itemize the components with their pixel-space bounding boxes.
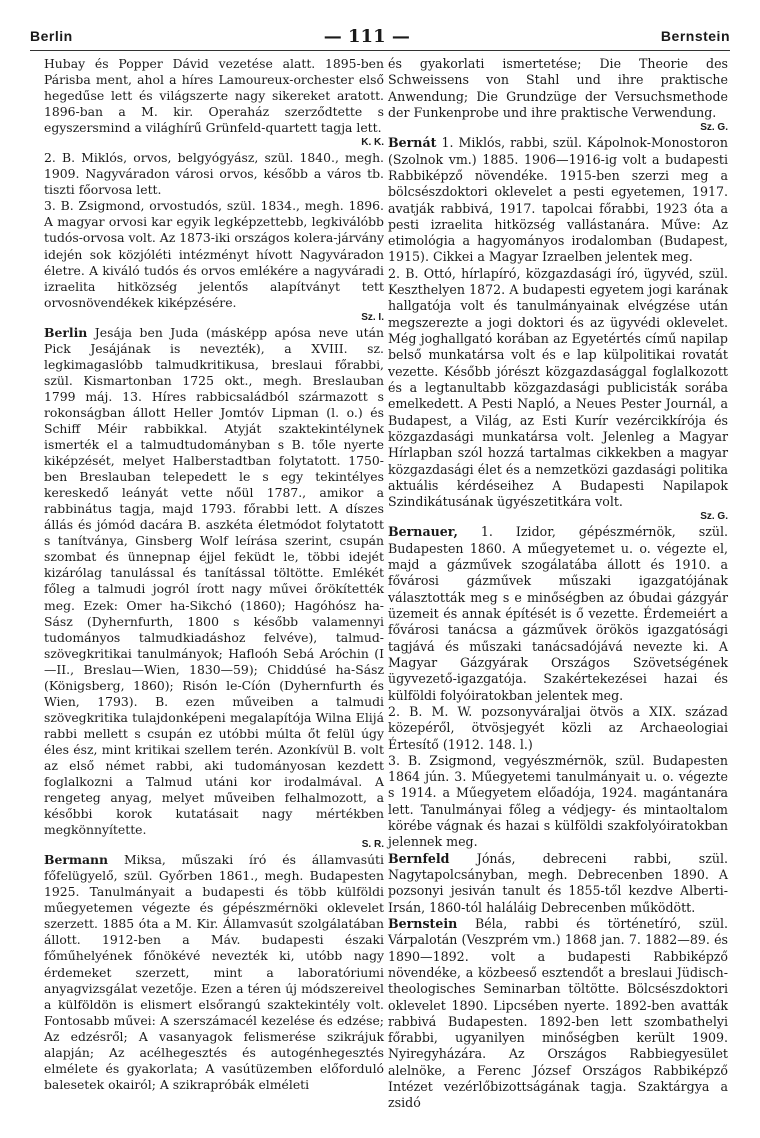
entry-bernauer [388, 524, 728, 703]
entry-bernauer-zsigmond: 3. B. Zsigmond, vegyészmérnök, szül. Budapesten 1864 jún. 3. Műegyetemi tanulmányait u. o. végezte s 1914. a Műegyetem előadója, 1924. magántanára lett. Tanulmányai főleg a védjegy- és mintaoltalom körébe vágnak és hazai s külföldi szakfolyóiratokban jelennek meg. [388, 752, 728, 850]
entry-bermann-continuation: és gyakorlati ismertetése; Die Theorie des Schweissens von Stahl und ihre praktische Anwendung; Die Grundzüge der Versuchsmethode der Funkenprobe und ihre praktische Verwendung. [388, 56, 728, 120]
left-column [44, 56, 384, 1093]
header-right-headword: Bernstein [660, 28, 730, 44]
header-left-headword: Berlin [30, 28, 73, 44]
entry-body: 1. Miklós, rabbi, szül. Kápolnok-Monostoron (Szolnok vm.) 1885. 1906—1916-ig volt a budapesti Rabbiképző növendéke. 1915-ben szerzi meg a bölcsészdoktori oklevelet a pesti egyetemen, 1917. avatják rabbivá, 1917. tapolcai főrabbi, 1923 óta a pesti izraelita hitközség vallástanára. Műve: Az etimológia a hagyományos irodalomban (Budapest, 1915). Cikkei a Magyar Izraelben jelentek meg. [388, 135, 728, 265]
entry-signature: Sz. G. [700, 122, 728, 134]
entry-bernat [388, 135, 728, 266]
entry-headword: Bernát [388, 135, 437, 151]
entry-berger-miklos: 2. B. Miklós, orvos, belgyógyász, szül. 1840., megh. 1909. Nagyváradon városi orvos, később a város tb. tiszti főorvosa lett. [44, 150, 384, 198]
entry-body: Jesája ben Juda (másképp apósa neve után Pick Jesájának is nevezték), a XVIII. sz. legkimagaslóbb talmudkritikusa, breslaui főrabbi, szül. Kismartonban 1725 okt., megh. Breslauban 1799 máj. 13. Híres rabbicsaládból származott s rokonságban állott Heller Jomtóv Lipman (l. o.) és Schiff Méir rabbikkal. Atyját szaktekintélynek ismerték el a talmudtudományban s B. tőle nyerte kiképzését, melyet Halberstadtban folytatott. 1750-ben Breslauban telepedett le s egy tekintélyes kereskedő leányát vette nőül 1787., amikor a rabbinátus tagja, majd 1793. főrabbi lett. A díszes állás és jómód dacára B. aszkéta életmódot folytatott s tanítványa, Ginsberg Wolf leírása szerint, csupán szombat és ünnepnap éjjel feküdt le, többi idejét kizárólag tanulással és tanítással töltötte. Emlékét főleg a talmudi jogról írott nagy művei őrökítették meg. Ezek: Omer ha-Sikchó (1860); Hagóhósz ha-Sász (Dyhernfurth, 1800 s később valamennyi tudományos talmudkiadáshoz felvéve), talmud-szövegkritikai tanulmányok; Hafloóh Sebá Aróchin (I—II., Breslau—Wien, 1830—59); Chiddúsé ha-Sász (Königsberg, 1860); Risón le-Cíón (Dyhernfurth és Wien, 1793). B. ezen műveiben a talmudi szövegkritika tulajdonképeni megalapítója Wilna Elijá rabbi mellett s csupán ez utóbbi múlta őt felül úgy éles ész, mint kritikai szellem terén. Azonkívül B. volt az első német rabbi, aki tudományosan kezdett foglalkozni a Talmud utáni kor irodalmával. A rengeteg anyag, melyet műveiben felhalmozott, a későbbi korok kutatásait nagy mértékben megkönnyítette. [44, 324, 384, 838]
entry-hubay-continuation: Hubay és Popper Dávid vezetése alatt. 1895-ben Párisba ment, ahol a híres Lamoureux-orchester első hegedűse lett és világszerte nagy sikereket aratott. 1896-ban a M. kir. Operaház szerződtette s egyszersmind a világhírű Grünfeld-quartett tagja lett. [44, 56, 384, 136]
entry-headword: Bermann [44, 852, 109, 868]
entry-headword: Bernauer, [388, 524, 458, 540]
entry-bernstein [388, 916, 728, 1112]
entry-bernauer-mw: 2. B. M. W. pozsonyváraljai ötvös a XIX. század közepéről, ötvösjegyét közli az Archaeologiai Értesítő (1912. 148. l.) [388, 703, 728, 752]
entry-signature: Sz. I. [361, 311, 384, 323]
entry-signature: S. R. [361, 839, 384, 851]
entry-body: Miksa, műszaki író és államvasúti főfelügyelő, szül. Győrben 1861., megh. Budapesten 1925. Tanulmányait a budapesti és több külföldi műegyetemen végezte és gépészmérnöki oklevelet szerzett. 1885 óta a M. Kir. Államvasút szolgálatában állott. 1912-ben a Máv. budapesti északi főműhelyének főnökévé nevezték ki, utóbb nagy érdemeket szerzett, mint a laboratóriumi anyagvizsgálat vezetője. Ezen a téren új módszereivel a külföldön is elismert elsőrangú szaktekintély volt. Fontosabb művei: A szerszámacél kezelése és edzése; Az edzésről; A vasanyagok felismerése szikrájuk alapján; Az acélhegesztés és autogénhegesztés elmélete és gyakorlata; A vasútüzemben előforduló balesetek okairól; A szikrapróbák elméleti [44, 852, 384, 1092]
entry-berger-zsigmond: 3. B. Zsigmond, orvostudós, szül. 1834., megh. 1896. A magyar orvosi kar egyik legképzettebb, legkiválóbb tudós-orvosa volt. Az 1873-iki országos kolera-járvány idején sok közjóléti intézményt hívott Nagyváradon életre. A kiváló tudós és orvos emlékére a nagyváradi izraelita hitközség jelentős alapítványt tett orvosnövendékek kiképzésére. [44, 198, 384, 310]
entry-body: 1. Izidor, gépészmérnök, szül. Budapesten 1860. A műegyetemet u. o. végezte el, majd a gázművek szogálatába állott és 1910. a fővárosi gázművek műszaki igazgatójának választották meg s e minőségben az óbudai gázgyár üzemeit és annak építését is ő vezette. Érdemeiért a fővárosi tanácsa a gázművek örökös igazgatósági tagjává és műszaki tanácsadójává nevezte ki. A Magyar Gázgyárak Országos Szövetségének ügyvezető-igazgatója. Szakértekezései hazai és külföldi folyóiratokban jelentek meg. [388, 524, 728, 703]
entry-bermann [44, 852, 384, 1093]
entry-signature: K. K. [361, 137, 384, 149]
entry-headword: Bernstein [388, 915, 458, 931]
entry-bernfeld [388, 851, 728, 916]
entry-headword: Bernfeld [388, 850, 450, 866]
entry-signature: Sz. G. [700, 511, 728, 523]
entry-bernat-otto: 2. B. Ottó, hírlapíró, közgazdasági író, ügyvéd, szül. Keszthelyen 1872. A budapesti egyetem jogi karának hallgatója volt és tanulmányainak elvégzése után megszerezte a jogi doktori és az ügyvédi oklevelet. Még joghallgató korában az Egyetértés című napilap belső munkatársa volt és e lap külpolitikai rovatát vezette. Később jórészt közgazdasággal foglalkozott és a legtanultabb közgazdasági publicisták sorába emelkedett. A Pesti Napló, a Neues Pester Journál, a Budapest, a Világ, az Esti Kurír vezércikkírója és közgazdasági munkatársa volt. Jelenleg a Magyar Hírlapban szól hozzá tartalmas cikkekben a magyar közgazdasági élet és a nemzetközi gazdasági politika aktuális kérdéseihez A Budapesti Napilapok Szindikátusának ügyészetitkára volt. [388, 265, 728, 510]
page-number: — 111 — [323, 25, 410, 47]
running-header [30, 22, 730, 51]
entry-headword: Berlin [44, 324, 88, 340]
entry-body: Béla, rabbi és történetíró, szül. Várpalotán (Veszprém vm.) 1868 jan. 7. 1882—89. és 1890—1892. volt a budapesti Rabbiképző növendéke, a közbeeső esztendőt a breslaui Jüdisch-theologisches Seminarban töltötte. Bölcsészdoktori oklevelet 1890. Lipcsében nyerte. 1892-ben avatták rabbivá Budapesten. 1892-ben lett szombathelyi főrabbi, ugyanilyen minőségben került 1909. Nyiregyházára. Az Országos Rabbiegyesület alelnöke, a Ferenc József Országos Rabbiképző Intézet vezérlőbizottságának tagja. Szaktárgya a zsidó [388, 915, 728, 1111]
entry-body: Jónás, debreceni rabbi, szül. Nagytapolcsányban, megh. Debrecenben 1890. A pozsonyi jesiván tanult és 1855-től kezdve Alberti-Irsán, 1860-tól haláláig Debrecenben működött. [388, 850, 728, 915]
right-column [388, 56, 728, 1112]
entry-berlin [44, 325, 384, 839]
